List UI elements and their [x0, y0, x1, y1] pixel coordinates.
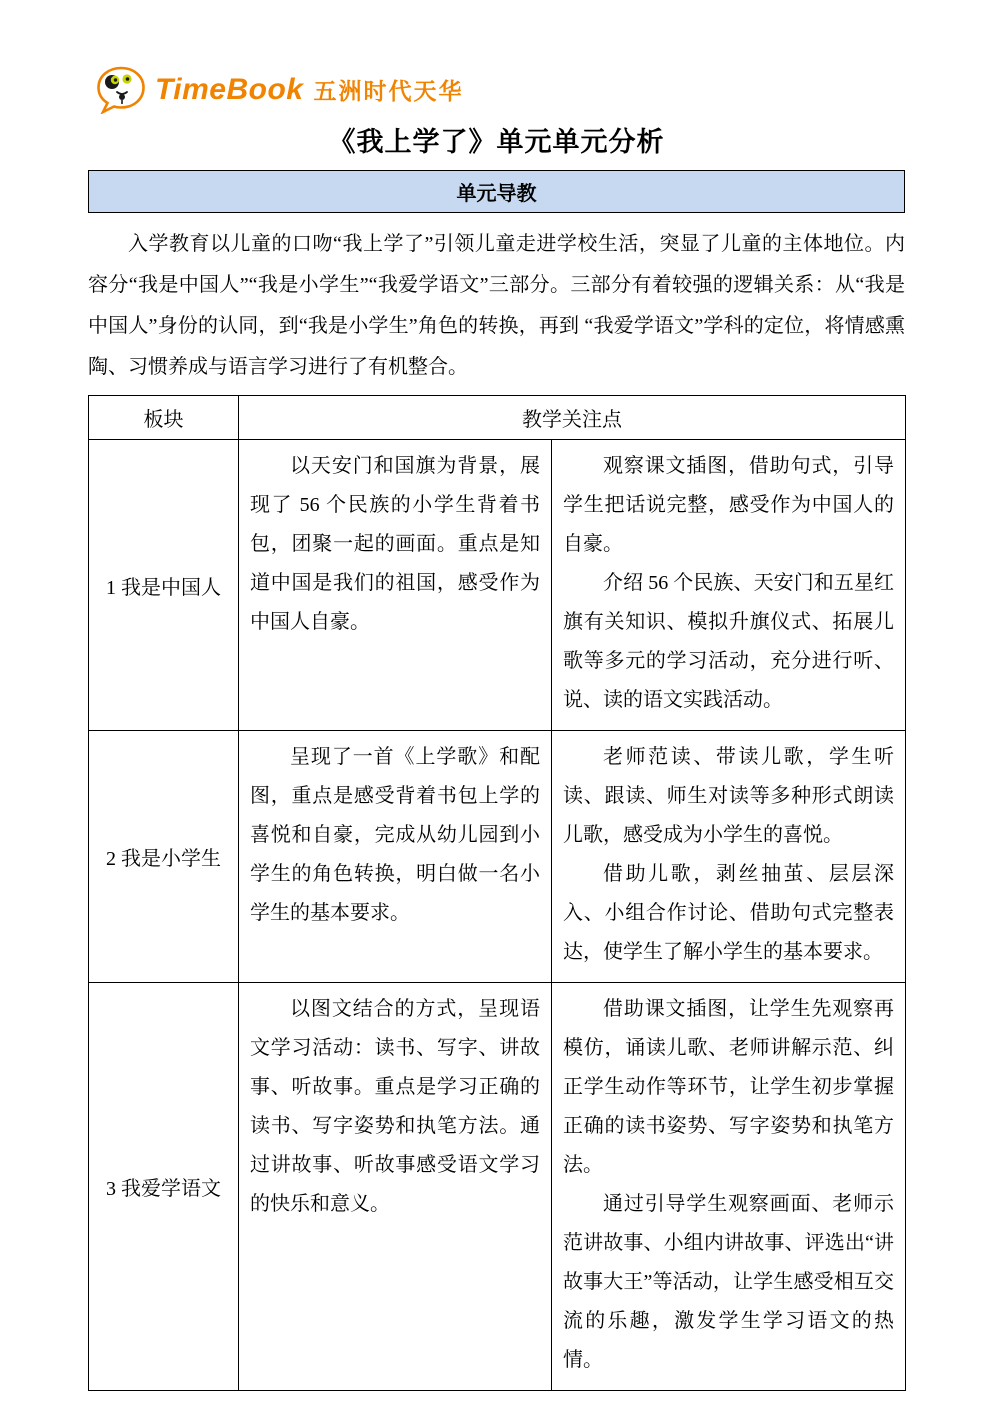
- focus-paragraph: 借助儿歌，剥丝抽茧、层层深入、小组合作讨论、借助句式完整表达，使学生了解小学生的基本要求。: [563, 863, 894, 963]
- column-header-section: 板块: [89, 396, 239, 440]
- intro-paragraph: 入学教育以儿童的口吻“我上学了”引领儿童走进学校生活，突显了儿童的主体地位。内容分“我是中国人”“我是小学生”“我爱学语文”三部分。三部分有着较强的逻辑关系：从“我是中国人”身份的认同，到“我是小学生”角色的转换，再到 “我爱学语文”学科的定位，将情感熏陶、习惯养成与语言学习进行了有机整合。: [88, 233, 905, 378]
- row-content-cell: [239, 983, 552, 1391]
- row-focus-cell: [552, 440, 906, 731]
- page-title: 《我上学了》单元单元分析: [328, 127, 665, 157]
- focus-paragraph: 通过引导学生观察画面、老师示范讲故事、小组内讲故事、评选出“讲故事大王”等活动，让学生感受相互交流的乐趣，激发学生学习语文的热情。: [563, 1193, 894, 1371]
- unit-analysis-table: [88, 395, 906, 1391]
- column-header-focus: 教学关注点: [239, 396, 906, 440]
- table-header-row: [89, 396, 906, 440]
- brand-name-cn: 五洲时代天华: [313, 78, 464, 104]
- focus-paragraph: 观察课文插图，借助句式，引导学生把话说完整，感受作为中国人的自豪。: [563, 455, 894, 555]
- row-content-cell: [239, 731, 552, 983]
- row-label: 3 我爱学语文: [89, 983, 239, 1391]
- table-row: [89, 440, 906, 731]
- table-row: [89, 983, 906, 1391]
- brand-name-en: TimeBook: [155, 73, 304, 106]
- brand-wordmark: [155, 73, 463, 107]
- row-focus-cell: [552, 983, 906, 1391]
- focus-paragraph: 介绍 56 个民族、天安门和五星红旗有关知识、模拟升旗仪式、拓展儿歌等多元的学习活动，充分进行听、说、读的语文实践活动。: [563, 572, 894, 711]
- row-label: 1 我是中国人: [89, 440, 239, 731]
- content-paragraph: 以图文结合的方式，呈现语文学习活动：读书、写字、讲故事、听故事。重点是学习正确的读书、写字姿势和执笔方法。通过讲故事、听故事感受语文学习的快乐和意义。: [250, 998, 540, 1215]
- dog-mascot-icon: [95, 66, 147, 114]
- table-row: [89, 731, 906, 983]
- row-content-cell: [239, 440, 552, 731]
- brand-logo: [95, 66, 463, 114]
- row-label: 2 我是小学生: [89, 731, 239, 983]
- focus-paragraph: 老师范读、带读儿歌，学生听读、跟读、师生对读等多种形式朗读儿歌，感受成为小学生的喜悦。: [563, 746, 894, 846]
- section-header-banner: 单元导教: [88, 170, 905, 213]
- content-paragraph: 以天安门和国旗为背景，展现了 56 个民族的小学生背着书包，团聚一起的画面。重点是知道中国是我们的祖国，感受作为中国人自豪。: [250, 455, 540, 633]
- content-paragraph: 呈现了一首《上学歌》和配图，重点是感受背着书包上学的喜悦和自豪，完成从幼儿园到小学生的角色转换，明白做一名小学生的基本要求。: [250, 746, 540, 924]
- focus-paragraph: 借助课文插图，让学生先观察再模仿，诵读儿歌、老师讲解示范、纠正学生动作等环节，让学生初步掌握正确的读书姿势、写字姿势和执笔方法。: [563, 998, 894, 1176]
- row-focus-cell: [552, 731, 906, 983]
